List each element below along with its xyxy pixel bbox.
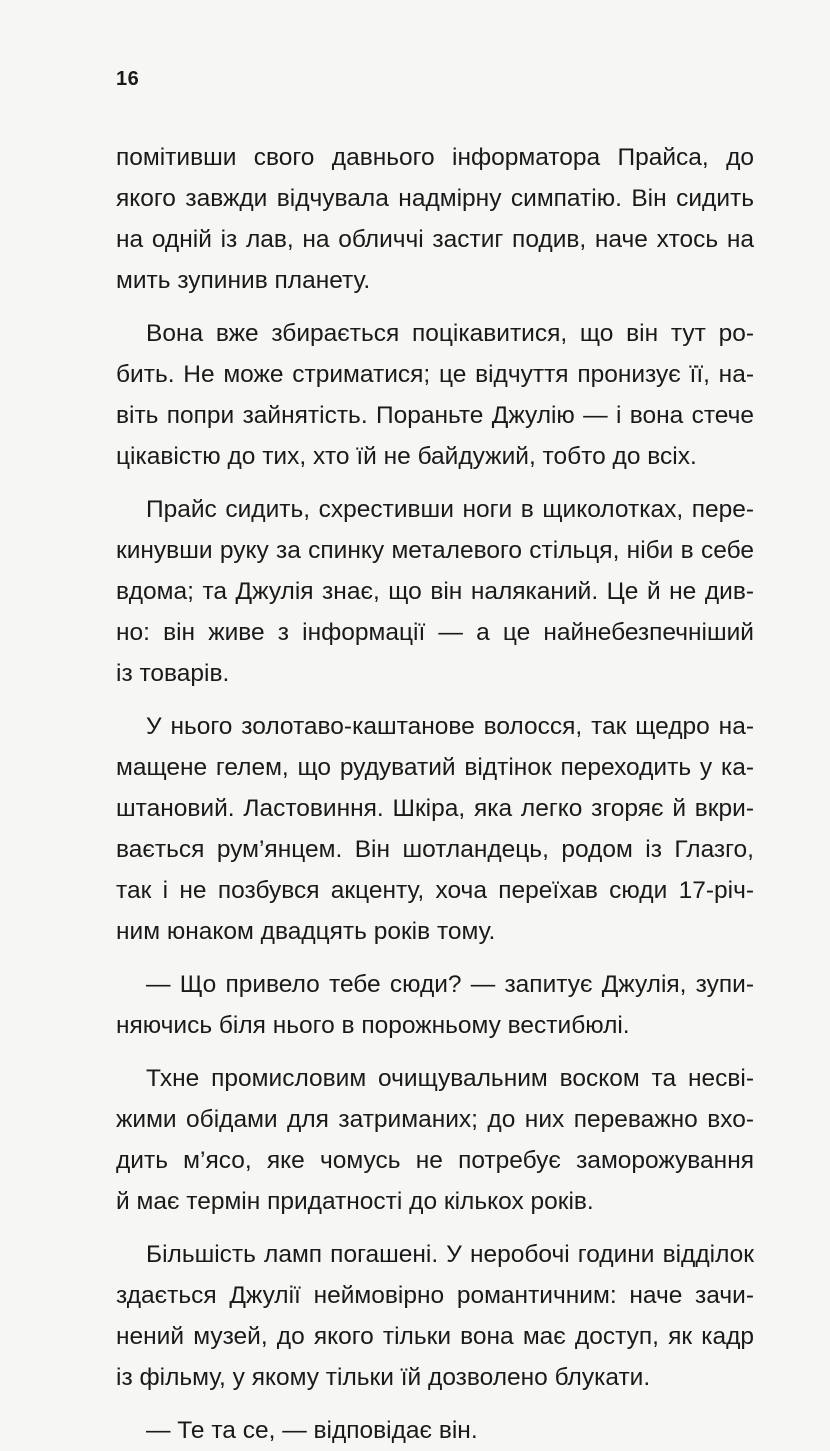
- text-line: віть попри зайнятість. Пораньте Джулію — і вона стече: [116, 402, 754, 429]
- text-line: вдома; та Джулія знає, що він наляканий. Це й не див-: [116, 578, 754, 605]
- text-line: із фільму, у якому тільки їй дозволено блукати.: [116, 1364, 651, 1391]
- text-line: здається Джулії неймовірно романтичним: наче зачи-: [116, 1282, 754, 1309]
- text-line: Вона вже збирається поцікавитися, що він тут ро-: [146, 320, 754, 347]
- text-line: дить м’ясо, яке чомусь не потребує заморожування: [116, 1147, 754, 1174]
- paragraph: [116, 964, 754, 1046]
- paragraph: [116, 137, 754, 301]
- text-line: ним юнаком двадцять років тому.: [116, 918, 496, 945]
- body-text: [116, 137, 754, 1451]
- text-line: й має термін придатності до кількох років.: [116, 1188, 594, 1215]
- text-line: якого завжди відчувала надмірну симпатію. Він сидить: [116, 185, 754, 212]
- paragraph: [116, 1234, 754, 1398]
- text-line: мащене гелем, що рудуватий відтінок переходить у ка-: [116, 754, 754, 781]
- text-line: мить зупинив планету.: [116, 267, 371, 294]
- text-line: У нього золотаво-каштанове волосся, так щедро на-: [146, 713, 754, 740]
- text-line: із товарів.: [116, 660, 230, 687]
- text-line: Прайс сидить, схрестивши ноги в щиколотках, пере-: [146, 496, 754, 523]
- paragraph: [116, 489, 754, 694]
- page-number: 16: [116, 68, 140, 90]
- text-line: няючись біля нього в порожньому вестибюлі.: [116, 1012, 630, 1039]
- text-line: на одній із лав, на обличчі застиг подив, наче хтось на: [116, 226, 754, 253]
- text-line: но: він живе з інформації — а це найнебезпечніший: [116, 619, 754, 646]
- paragraph: [116, 1410, 754, 1451]
- paragraph: [116, 1058, 754, 1222]
- text-line: штановий. Ластовиння. Шкіра, яка легко згоряє й вкри-: [116, 795, 754, 822]
- text-line: нений музей, до якого тільки вона має доступ, як кадр: [116, 1323, 754, 1350]
- text-line: цікавістю до тих, хто їй не байдужий, тобто до всіх.: [116, 443, 697, 470]
- paragraph: [116, 313, 754, 477]
- text-line: кинувши руку за спинку металевого стільця, ніби в себе: [116, 537, 754, 564]
- text-line: Тхне промисловим очищувальним воском та несві-: [146, 1065, 754, 1092]
- text-line: — Те та се, — відповідає він.: [146, 1417, 478, 1444]
- text-line: жими обідами для затриманих; до них переважно вхо-: [116, 1106, 754, 1133]
- text-line: Більшість ламп погашені. У неробочі години відділок: [146, 1241, 754, 1268]
- text-line: так і не позбувся акценту, хоча переїхав сюди 17-річ-: [116, 877, 754, 904]
- text-line: вається рум’янцем. Він шотландець, родом із Глазго,: [116, 836, 754, 863]
- paragraph: [116, 706, 754, 952]
- text-line: помітивши свого давнього інформатора Прайса, до: [116, 144, 754, 171]
- text-line: — Що привело тебе сюди? — запитує Джулія, зупи-: [146, 971, 754, 998]
- text-line: бить. Не може стриматися; це відчуття пронизує її, на-: [116, 361, 754, 388]
